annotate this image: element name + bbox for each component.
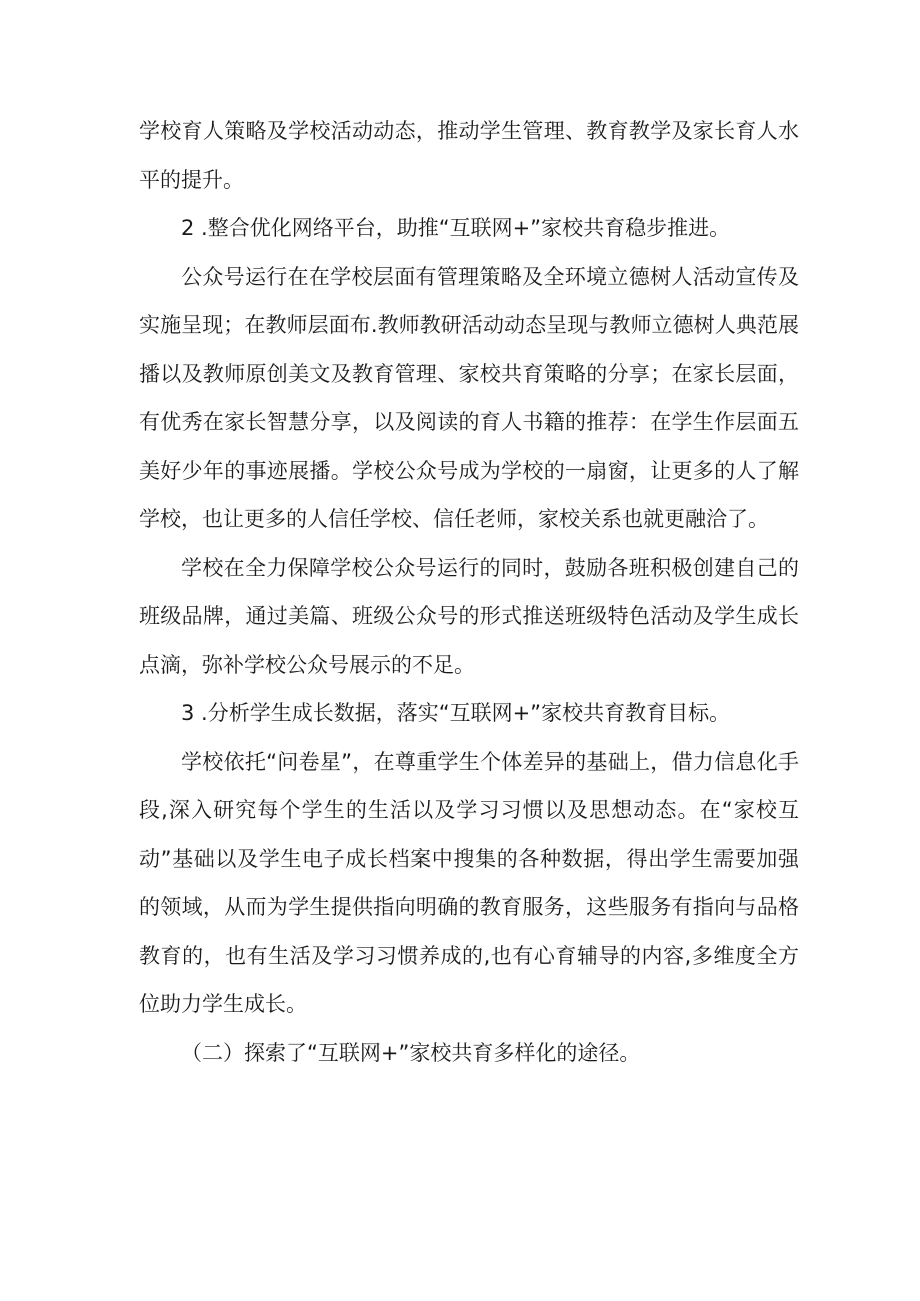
document-body — [139, 107, 799, 1077]
paragraph-survey: 学校依托“问卷星”，在尊重学生个体差异的基础上，借力信息化手段,深入研究每个学生的生活以及学习习惯以及思想动态。在“家校互动”基础以及学生电子成长档案中搜集的各种数据，得出学生需要加强的领域，从而为学生提供指向明确的教育服务，这些服务有指向与品格教育的，也有生活及学习习惯养成的,也有心育辅导的内容,多维度全方位助力学生成长。 — [139, 749, 799, 1016]
section-heading-part-two: （二）探索了“互联网+”家校共育多样化的途径。 — [181, 1040, 641, 1065]
section-heading-3: 3 .分析学生成长数据，落实“互联网+”家校共育教育目标。 — [181, 701, 731, 725]
paragraph-public-account: 公众号运行在在学校层面有管理策略及全环境立德树人活动宣传及实施呈现；在教师层面布.教师教研活动动态呈现与教师立德树人典范展播以及教师原创美文及教育管理、家校共育策略的分享；在家长层面，有优秀在家长智慧分享，以及阅读的育人书籍的推荐：在学生作层面五美好少年的事迹展播。学校公众号成为学校的一扇窗，让更多的人了解学校，也让更多的人信任学校、信任老师，家校关系也就更融洽了。 — [139, 264, 799, 531]
paragraph-class-brand: 学校在全力保障学校公众号运行的同时，鼓励各班积极创建自己的班级品牌，通过美篇、班级公众号的形式推送班级特色活动及学生成长点滴，弥补学校公众号展示的不足。 — [139, 555, 799, 677]
section-heading-2: 2 .整合优化网络平台，助推“互联网+”家校共育稳步推进。 — [181, 216, 731, 240]
paragraph-continuation: 学校育人策略及学校活动动态，推动学生管理、教育教学及家长育人水平的提升。 — [139, 119, 799, 192]
